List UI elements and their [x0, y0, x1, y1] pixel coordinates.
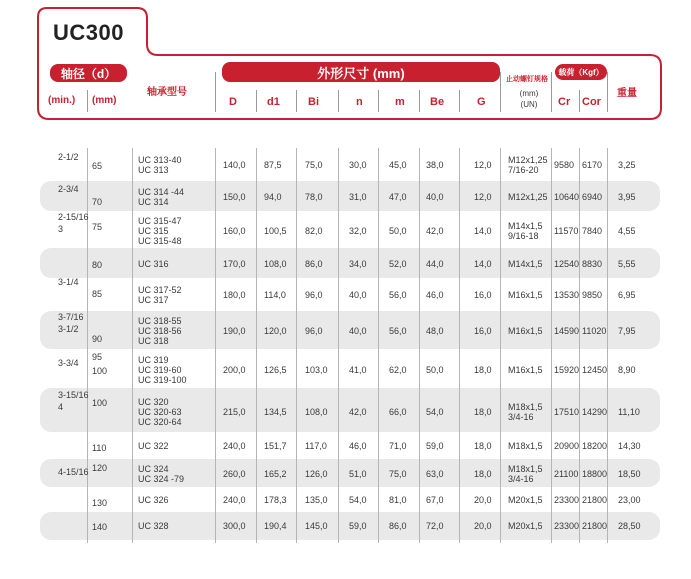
set-screw-cell: M14x1,5 [508, 221, 543, 231]
bore-inch-cell: 3 [58, 224, 64, 234]
set-screw-cell: 3/4-16 [508, 473, 534, 484]
dim-be-cell: 44,0 [426, 259, 444, 269]
set-screw-cell: M18x1,5 [508, 463, 543, 474]
bore-mm-cell: 140 [92, 522, 108, 532]
weight-cell: 8,90 [618, 365, 636, 375]
bearing-model-cell: UC 322 [138, 441, 169, 451]
bearing-model-cell: UC 317 [138, 294, 169, 305]
col-D: D [229, 96, 237, 108]
dim-be-cell: 48,0 [426, 326, 444, 336]
dim-n-cell: 31,0 [349, 192, 367, 202]
dim-m-cell: 45,0 [389, 160, 407, 170]
col-Be: Be [430, 96, 445, 108]
header-divider [296, 90, 297, 112]
dim-g-cell: 18,0 [474, 468, 492, 479]
weight-cell: 3,25 [618, 160, 636, 170]
dim-m-cell: 56,0 [389, 326, 407, 336]
weight-cell: 5,55 [618, 259, 636, 269]
set-screw-cell: M16x1,5 [508, 289, 543, 300]
dim-d-cell: 170,0 [223, 259, 246, 269]
bore-inch-cell: 2-3/4 [58, 184, 79, 194]
load-cor-cell: 9850 [582, 289, 603, 300]
dim-n-cell: 42,0 [349, 406, 367, 417]
bore-group-label: 轴径（d） [50, 64, 127, 82]
set-screw-cell: 7/16-20 [508, 165, 539, 175]
dim-bi-cell: 135,0 [305, 495, 328, 505]
bearing-model-cell: UC 315-47 [138, 216, 182, 226]
weight-cell: 7,95 [618, 326, 636, 336]
set-screw-cell: M20x1,5 [508, 495, 543, 505]
bearing-model-cell: UC 318-55 [138, 316, 182, 326]
set-screw-cell: M12x1,25 [508, 155, 548, 165]
load-cor-cell: 18800 [582, 468, 608, 479]
set-screw-cell: 9/16-18 [508, 231, 539, 241]
dim-bi-cell: 96,0 [305, 326, 323, 336]
bore-mm-label: (mm) [92, 95, 117, 106]
bore-inch-cell: 3-1/2 [58, 324, 79, 334]
dim-d1-cell: 120,0 [264, 326, 287, 336]
bearing-model-cell: UC 319-60 [138, 365, 182, 375]
dim-n-cell: 32,0 [349, 226, 367, 236]
col-divider [296, 148, 297, 543]
dim-d1-cell: 134,5 [264, 406, 287, 417]
dim-d1-cell: 151,7 [264, 441, 287, 451]
load-cor-cell: 14290 [582, 406, 608, 417]
bearing-model-cell: UC 318 [138, 336, 169, 346]
col-divider [215, 148, 216, 543]
dim-n-cell: 34,0 [349, 259, 367, 269]
dim-g-cell: 20,0 [474, 495, 492, 505]
dim-be-cell: 54,0 [426, 406, 444, 417]
dim-n-cell: 59,0 [349, 521, 367, 531]
dim-d1-cell: 190,4 [264, 521, 287, 531]
load-cr-cell: 10640 [554, 192, 580, 202]
col-divider [500, 148, 501, 543]
bore-inch-cell: 3-7/16 [58, 312, 84, 322]
dim-g-cell: 18,0 [474, 441, 492, 451]
set-screw-cell: M14x1,5 [508, 259, 543, 269]
dim-g-cell: 16,0 [474, 289, 492, 300]
bearing-model-cell: UC 315-48 [138, 236, 182, 246]
dim-bi-cell: 145,0 [305, 521, 328, 531]
header-divider [459, 90, 460, 112]
header-divider [256, 90, 257, 112]
col-divider [551, 148, 552, 543]
load-cr-cell: 11570 [554, 226, 579, 236]
dim-d1-cell: 87,5 [264, 160, 282, 170]
dim-n-cell: 51,0 [349, 468, 367, 479]
bore-mm-cell: 85 [92, 289, 103, 299]
col-weight: 重量 [617, 88, 637, 99]
bore-mm-cell: 90 [92, 334, 103, 344]
bore-mm-cell: 75 [92, 222, 103, 232]
set-screw-mm-label: (mm) [519, 89, 539, 98]
dim-be-cell: 50,0 [426, 365, 444, 375]
dim-be-cell: 42,0 [426, 226, 444, 236]
weight-cell: 4,55 [618, 226, 636, 236]
load-cor-cell: 21800 [582, 521, 608, 531]
col-divider [579, 148, 580, 543]
dim-m-cell: 47,0 [389, 192, 407, 202]
dim-m-cell: 71,0 [389, 441, 407, 451]
dim-d-cell: 300,0 [223, 521, 246, 531]
bearing-model-cell: UC 318-56 [138, 326, 182, 336]
load-cor-cell: 18200 [582, 441, 608, 451]
dim-n-cell: 46,0 [349, 441, 367, 451]
load-cr-cell: 12540 [554, 259, 580, 269]
dim-d1-cell: 126,5 [264, 365, 287, 375]
dim-be-cell: 72,0 [426, 521, 444, 531]
dim-d-cell: 260,0 [223, 468, 246, 479]
bearing-model-cell: UC 319-100 [138, 375, 187, 385]
bore-mm-cell: 130 [92, 498, 108, 508]
weight-cell: 14,30 [618, 441, 641, 451]
bore-inch-cell: 3-3/4 [58, 358, 79, 368]
bore-inch-cell: 3-1/4 [58, 277, 79, 287]
bearing-model-cell: UC 314 -44 [138, 187, 185, 197]
dim-g-cell: 18,0 [474, 365, 492, 375]
header-divider [338, 90, 339, 112]
dim-g-cell: 18,0 [474, 406, 492, 417]
dim-bi-cell: 126,0 [305, 468, 328, 479]
dim-d-cell: 240,0 [223, 441, 246, 451]
dim-be-cell: 38,0 [426, 160, 444, 170]
set-screw-un-label: (UN) [520, 100, 538, 109]
load-cr-cell: 14590 [554, 326, 580, 336]
weight-cell: 6,95 [618, 289, 636, 300]
weight-cell: 3,95 [618, 192, 636, 202]
dim-g-cell: 14,0 [474, 259, 492, 269]
bearing-model-cell: UC 320-64 [138, 416, 182, 427]
load-cr-cell: 23300 [554, 521, 580, 531]
dim-d-cell: 190,0 [223, 326, 246, 336]
load-cor-cell: 6940 [582, 192, 603, 202]
header-divider [419, 90, 420, 112]
load-cor-cell: 7840 [582, 226, 603, 236]
weight-cell: 28,50 [618, 521, 641, 531]
bore-inch-cell: 4-15/16 [58, 467, 89, 477]
header-divider [87, 90, 88, 112]
set-screw-cell: M16x1,5 [508, 365, 543, 375]
header-divider [500, 72, 501, 112]
dim-d-cell: 160,0 [223, 226, 246, 236]
dim-n-cell: 54,0 [349, 495, 367, 505]
col-m: m [395, 96, 405, 108]
bearing-model-cell: UC 313 [138, 165, 169, 175]
dim-be-cell: 59,0 [426, 441, 444, 451]
bearing-model-cell: UC 324 -79 [138, 473, 185, 484]
weight-cell: 23,00 [618, 495, 641, 505]
load-cor-cell: 8830 [582, 259, 603, 269]
dim-d1-cell: 94,0 [264, 192, 282, 202]
dim-n-cell: 30,0 [349, 160, 367, 170]
dim-d-cell: 215,0 [223, 406, 246, 417]
dim-d-cell: 150,0 [223, 192, 246, 202]
load-cr-cell: 23300 [554, 495, 580, 505]
load-cr-cell: 17510 [554, 406, 580, 417]
dim-bi-cell: 78,0 [305, 192, 323, 202]
bearing-model-cell: UC 326 [138, 495, 169, 505]
dim-d-cell: 200,0 [223, 365, 246, 375]
dim-d1-cell: 108,0 [264, 259, 287, 269]
dim-bi-cell: 75,0 [305, 160, 323, 170]
bore-mm-cell: 95 [92, 352, 103, 362]
load-cor-cell: 11020 [582, 326, 607, 336]
dim-g-cell: 20,0 [474, 521, 492, 531]
set-screw-cell: M12x1,25 [508, 192, 548, 202]
set-screw-label: 止动螺钉规格 [506, 76, 548, 83]
bore-inch-cell: 3-15/16 [58, 390, 89, 400]
load-cr-cell: 15920 [554, 365, 580, 375]
bore-mm-cell: 70 [92, 197, 103, 207]
dim-d1-cell: 100,5 [264, 226, 287, 236]
dim-be-cell: 63,0 [426, 468, 444, 479]
load-cor-cell: 6170 [582, 160, 603, 170]
header-divider [607, 72, 608, 112]
bore-mm-cell: 65 [92, 161, 103, 171]
bore-inch-cell: 4 [58, 402, 64, 412]
dim-bi-cell: 86,0 [305, 259, 323, 269]
dim-be-cell: 40,0 [426, 192, 444, 202]
col-divider [256, 148, 257, 543]
header-divider [215, 72, 216, 112]
bearing-model-cell: UC 320-63 [138, 406, 182, 417]
dim-m-cell: 62,0 [389, 365, 407, 375]
bearing-model-cell: UC 317-52 [138, 284, 182, 295]
bearing-model-cell: UC 328 [138, 521, 169, 531]
bearing-model-cell: UC 319 [138, 355, 169, 365]
col-d1: d1 [267, 96, 280, 108]
set-screw-cell: M18x1,5 [508, 441, 543, 451]
dims-group-label: 外形尺寸 (mm) [222, 62, 500, 82]
set-screw-cell: 3/4-16 [508, 411, 534, 422]
load-cr-cell: 20900 [554, 441, 580, 451]
dim-d1-cell: 178,3 [264, 495, 287, 505]
dim-d-cell: 180,0 [223, 289, 246, 300]
bearing-model-cell: UC 314 [138, 197, 169, 207]
header-divider [579, 90, 580, 112]
col-divider [338, 148, 339, 543]
dim-m-cell: 81,0 [389, 495, 407, 505]
bearing-model-cell: UC 320 [138, 396, 169, 407]
dim-g-cell: 16,0 [474, 326, 492, 336]
col-divider [378, 148, 379, 543]
dim-m-cell: 56,0 [389, 289, 407, 300]
dim-n-cell: 40,0 [349, 289, 367, 300]
dim-m-cell: 66,0 [389, 406, 407, 417]
dim-n-cell: 41,0 [349, 365, 367, 375]
col-cr: Cr [558, 96, 571, 108]
dim-bi-cell: 117,0 [305, 441, 327, 451]
dim-m-cell: 52,0 [389, 259, 407, 269]
bore-mm-cell: 120 [92, 463, 108, 473]
weight-cell: 11,10 [618, 406, 640, 417]
bearing-model-cell: UC 316 [138, 259, 169, 269]
col-divider [459, 148, 460, 543]
dim-g-cell: 12,0 [474, 160, 492, 170]
dim-d1-cell: 114,0 [264, 289, 286, 300]
dim-be-cell: 46,0 [426, 289, 444, 300]
load-cr-cell: 13530 [554, 289, 580, 300]
col-n: n [356, 96, 363, 108]
page-title: UC300 [53, 20, 124, 45]
load-cr-cell: 21100 [554, 468, 579, 479]
weight-cell: 18,50 [618, 468, 641, 479]
bore-mm-cell: 100 [92, 398, 108, 408]
col-divider [419, 148, 420, 543]
set-screw-cell: M20x1,5 [508, 521, 543, 531]
header-divider [378, 90, 379, 112]
col-divider [607, 148, 608, 543]
bore-inch-cell: 2-1/2 [58, 152, 79, 162]
col-divider [132, 148, 133, 543]
dim-g-cell: 12,0 [474, 192, 492, 202]
bearing-model-cell: UC 313-40 [138, 155, 182, 165]
dim-d-cell: 140,0 [223, 160, 246, 170]
col-G: G [477, 96, 486, 108]
dim-g-cell: 14,0 [474, 226, 492, 236]
bore-inch-cell: 2-15/16 [58, 212, 89, 222]
dim-bi-cell: 108,0 [305, 406, 328, 417]
dim-m-cell: 75,0 [389, 468, 407, 479]
dim-bi-cell: 96,0 [305, 289, 323, 300]
dim-d1-cell: 165,2 [264, 468, 287, 479]
set-screw-cell: M18x1,5 [508, 401, 543, 412]
dim-d-cell: 240,0 [223, 495, 246, 505]
dim-m-cell: 86,0 [389, 521, 407, 531]
bore-inch-label: (min.) [48, 95, 76, 106]
bearing-model-cell: UC 324 [138, 463, 169, 474]
dim-bi-cell: 82,0 [305, 226, 323, 236]
col-divider [87, 148, 88, 543]
bearing-model-cell: UC 315 [138, 226, 169, 236]
dim-bi-cell: 103,0 [305, 365, 328, 375]
col-Bi: Bi [308, 96, 319, 108]
load-cor-cell: 12450 [582, 365, 608, 375]
bore-mm-cell: 80 [92, 260, 103, 270]
bore-mm-cell: 110 [92, 443, 107, 453]
bearing-model-label: 轴承型号 [147, 87, 187, 98]
bore-mm-cell: 100 [92, 366, 108, 376]
dim-m-cell: 50,0 [389, 226, 407, 236]
header-divider [551, 72, 552, 112]
col-cor: Cor [582, 96, 601, 108]
load-group-label: 载荷（Kgf） [555, 64, 607, 80]
dim-be-cell: 67,0 [426, 495, 444, 505]
load-cor-cell: 21800 [582, 495, 608, 505]
dim-n-cell: 40,0 [349, 326, 367, 336]
load-cr-cell: 9580 [554, 160, 575, 170]
set-screw-cell: M16x1,5 [508, 326, 543, 336]
